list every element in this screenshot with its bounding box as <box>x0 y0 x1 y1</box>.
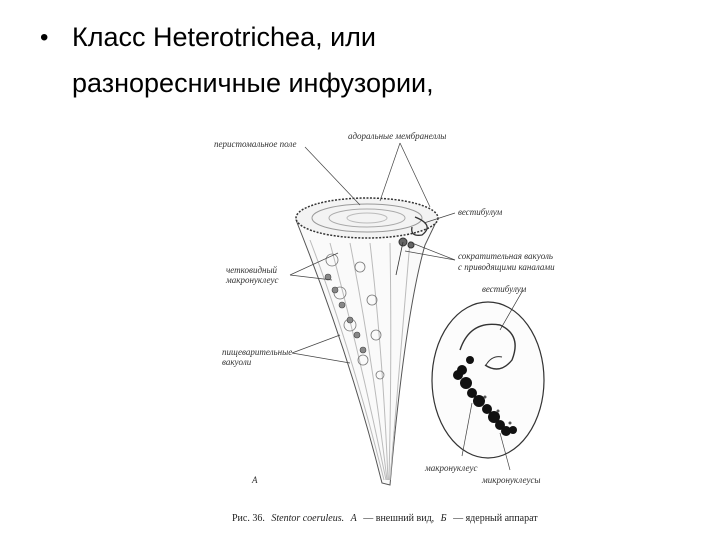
label-macronucleus-b: макронуклеус <box>425 463 478 473</box>
label-peristome-field: перистомальное поле <box>214 139 297 149</box>
label-contractile-canals: с приводящими каналами <box>458 262 555 272</box>
stentor-figure <box>200 125 600 530</box>
slide-heading-line-1: Класс Heterotrichea, или <box>72 22 377 52</box>
label-contractile-vacuole: сократительная вакуоль <box>458 251 554 261</box>
label-food-vacuoles: пищеварительные вакуоли <box>222 347 293 367</box>
caption-part-a: А <box>350 513 357 524</box>
caption-text-b: — ядерный аппарат <box>453 513 538 524</box>
stentor-illustration <box>200 125 600 530</box>
caption-prefix: Рис. 36. <box>232 513 265 524</box>
figure-caption <box>232 513 542 524</box>
label-macronucleus: четковидный макронуклеус <box>226 265 279 285</box>
slide-heading-line-2: разноресничные инфузории, <box>72 68 434 98</box>
nuclear-apparatus-panel <box>432 290 544 458</box>
caption-text-a: — внешний вид, <box>363 513 435 524</box>
label-vestibule: вестибулум <box>458 207 503 217</box>
stentor-body <box>296 198 438 485</box>
label-micronuclei-b: микронуклеусы <box>482 475 541 485</box>
bullet-symbol: • <box>40 24 49 51</box>
label-vestibule-b: вестибулум <box>482 284 527 294</box>
caption-species: Stentor coeruleus. <box>271 513 345 524</box>
label-adoral-membranelles: адоральные мембранеллы <box>348 131 447 141</box>
caption-part-b: Б <box>440 513 447 524</box>
label-letter-a: А <box>252 475 258 485</box>
